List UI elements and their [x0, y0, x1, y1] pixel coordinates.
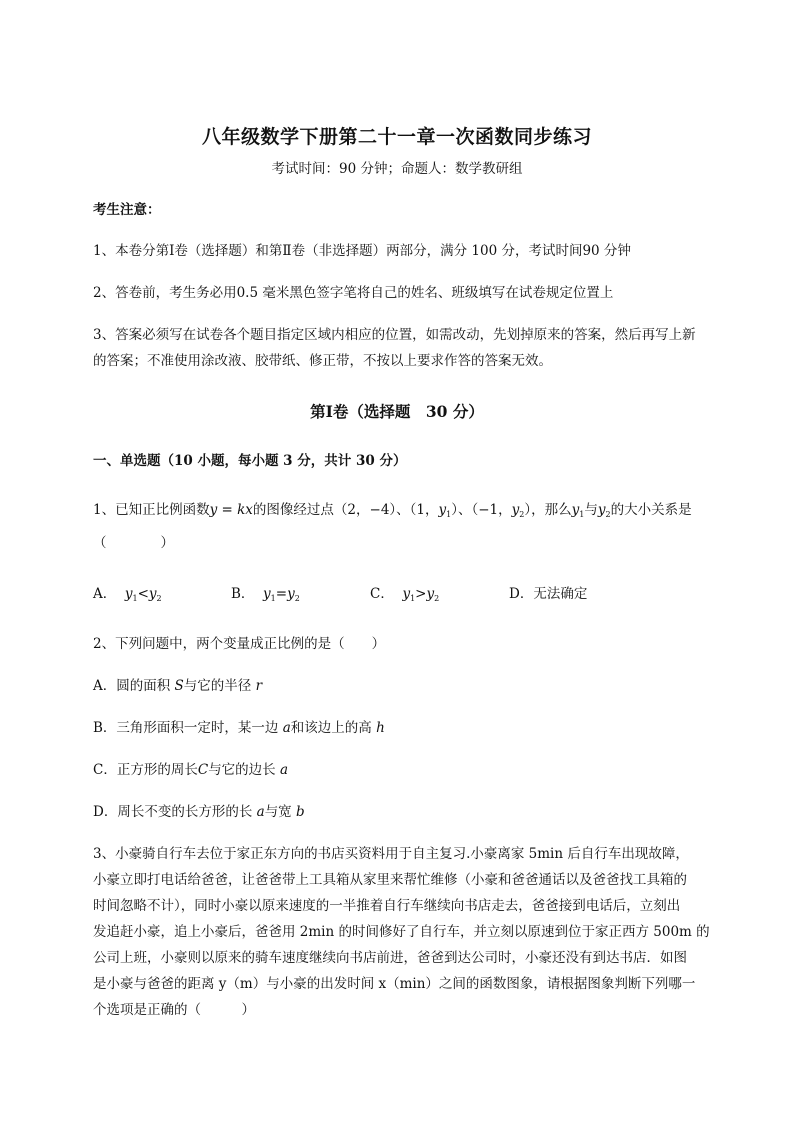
option-var: y: [287, 586, 295, 602]
q2-option-c[interactable]: [93, 760, 288, 780]
option-label: D．无法确定: [509, 586, 588, 602]
option-text: 与它的边长: [208, 762, 280, 778]
question-2-stem: 2、下列问题中，两个变量成正比例的是（ ）: [93, 636, 386, 652]
option-label: A．: [93, 586, 117, 602]
question-3-line-4: 发追赶小豪，追上小豪后，爸爸用 2min 的时间修好了自行车，并立刻以原速到位于家正西方 500m 的: [93, 924, 710, 940]
section-title: 第Ⅰ卷（选择题 30 分）: [310, 402, 484, 421]
q1-function: y = kx: [209, 502, 253, 518]
option-operator: =: [275, 586, 288, 602]
notice-item-2: 2、答卷前，考生务必用0.5 毫米黑色签字笔将自己的姓名、班级填写在试卷规定位置上: [93, 285, 614, 301]
option-var: C: [197, 762, 209, 778]
option-var: y: [124, 586, 133, 602]
q1-var: y: [571, 502, 580, 518]
option-text: 和该边上的高: [290, 720, 377, 736]
q2-option-d[interactable]: [93, 802, 305, 822]
option-text: C．正方形的周长: [93, 762, 198, 778]
option-sub: 2: [434, 594, 440, 603]
notice-item-3: 3、答案必须写在试卷各个题目指定区域内相应的位置，如需改动，先划掉原来的答案，然后再写上新: [93, 327, 696, 343]
q1-text-b: 的图像经过点（2，−4）、（1，: [252, 502, 439, 518]
option-var: a: [279, 762, 289, 778]
q1-text-a: 1、已知正比例函数: [93, 502, 210, 518]
option-var: y: [148, 586, 157, 602]
q1-var: y: [438, 502, 447, 518]
option-text: 与它的半径: [183, 678, 256, 694]
option-var: y: [402, 586, 411, 602]
q1-text-c: ）、（−1，: [451, 502, 512, 518]
notice-item-3-cont: 的答案；不准使用涂改液、胶带纸、修正带，不按以上要求作答的答案无效。: [93, 353, 552, 369]
q1-text-e: 与: [584, 502, 598, 518]
q1-option-a[interactable]: [93, 584, 162, 609]
option-operator: >: [415, 586, 427, 602]
option-label: C．: [370, 586, 394, 602]
q2-option-b[interactable]: [93, 718, 385, 738]
part-heading: 一、单选题（10 小题，每小题 3 分，共计 30 分）: [93, 453, 407, 469]
q1-sub: 1: [446, 510, 452, 519]
question-3-line-2: 小豪立即打电话给爸爸，让爸爸带上工具箱从家里来帮忙维修（小豪和爸爸通话以及爸爸找工具箱的: [93, 872, 687, 888]
q1-option-c[interactable]: [370, 584, 439, 609]
option-text: B．三角形面积一定时，某一边: [93, 720, 283, 736]
option-sub: 2: [294, 594, 300, 603]
q1-text-d: ），那么: [524, 502, 572, 518]
option-text: A．圆的面积: [93, 678, 175, 694]
question-3-line-7: 个选项是正确的（ ）: [93, 1002, 255, 1018]
option-label: B．: [231, 586, 255, 602]
q1-var: y: [511, 502, 520, 518]
question-1-stem: [93, 500, 692, 525]
question-3-line-5: 公司上班，小豪则以原来的骑车速度继续向书店前进，爸爸到达公司时，小豪还没有到达书店．如图: [93, 950, 687, 966]
exam-info: 考试时间：90 分钟；命题人：数学教研组: [271, 161, 523, 177]
option-var: a: [256, 804, 265, 820]
question-1-blank: （ ）: [93, 535, 174, 551]
option-var: h: [376, 720, 385, 736]
q1-option-d[interactable]: [509, 584, 587, 604]
option-text: 与宽: [264, 804, 296, 820]
option-var: a: [282, 720, 291, 736]
option-var: S: [174, 678, 184, 694]
q1-option-b[interactable]: [231, 584, 300, 609]
option-var: y: [426, 586, 435, 602]
q1-sub: 2: [519, 510, 525, 519]
option-sub: 1: [410, 594, 416, 603]
option-sub: 1: [270, 594, 276, 603]
notice-heading: 考生注意：: [93, 202, 161, 218]
option-var: b: [295, 804, 305, 820]
question-3-line-3: 时间忽略不计），同时小豪以原来速度的一半推着自行车继续向书店走去，爸爸接到电话后，立刻出: [93, 898, 681, 914]
q1-var: y: [597, 502, 606, 518]
q1-sub: 1: [579, 510, 585, 519]
option-sub: 1: [132, 594, 138, 603]
q1-text-f: 的大小关系是: [610, 502, 692, 518]
option-text: D．周长不变的长方形的长: [93, 804, 257, 820]
option-sub: 2: [156, 594, 162, 603]
q2-option-a[interactable]: [93, 676, 262, 696]
notice-item-1: 1、本卷分第Ⅰ卷（选择题）和第Ⅱ卷（非选择题）两部分，满分 100 分，考试时间90 分钟: [93, 243, 631, 259]
option-var: r: [255, 678, 263, 694]
option-operator: <: [137, 586, 149, 602]
option-var: y: [263, 586, 271, 602]
question-3-line-6: 是小豪与爸爸的距离 y（m）与小豪的出发时间 x（min）之间的函数图象，请根据图象判断下列哪一: [93, 976, 696, 992]
document-title: 八年级数学下册第二十一章一次函数同步练习: [201, 126, 592, 148]
question-3-line-1: 3、小豪骑自行车去位于家正东方向的书店买资料用于自主复习.小豪离家 5min 后自行车出现故障，: [93, 846, 689, 862]
q1-sub: 2: [605, 510, 611, 519]
